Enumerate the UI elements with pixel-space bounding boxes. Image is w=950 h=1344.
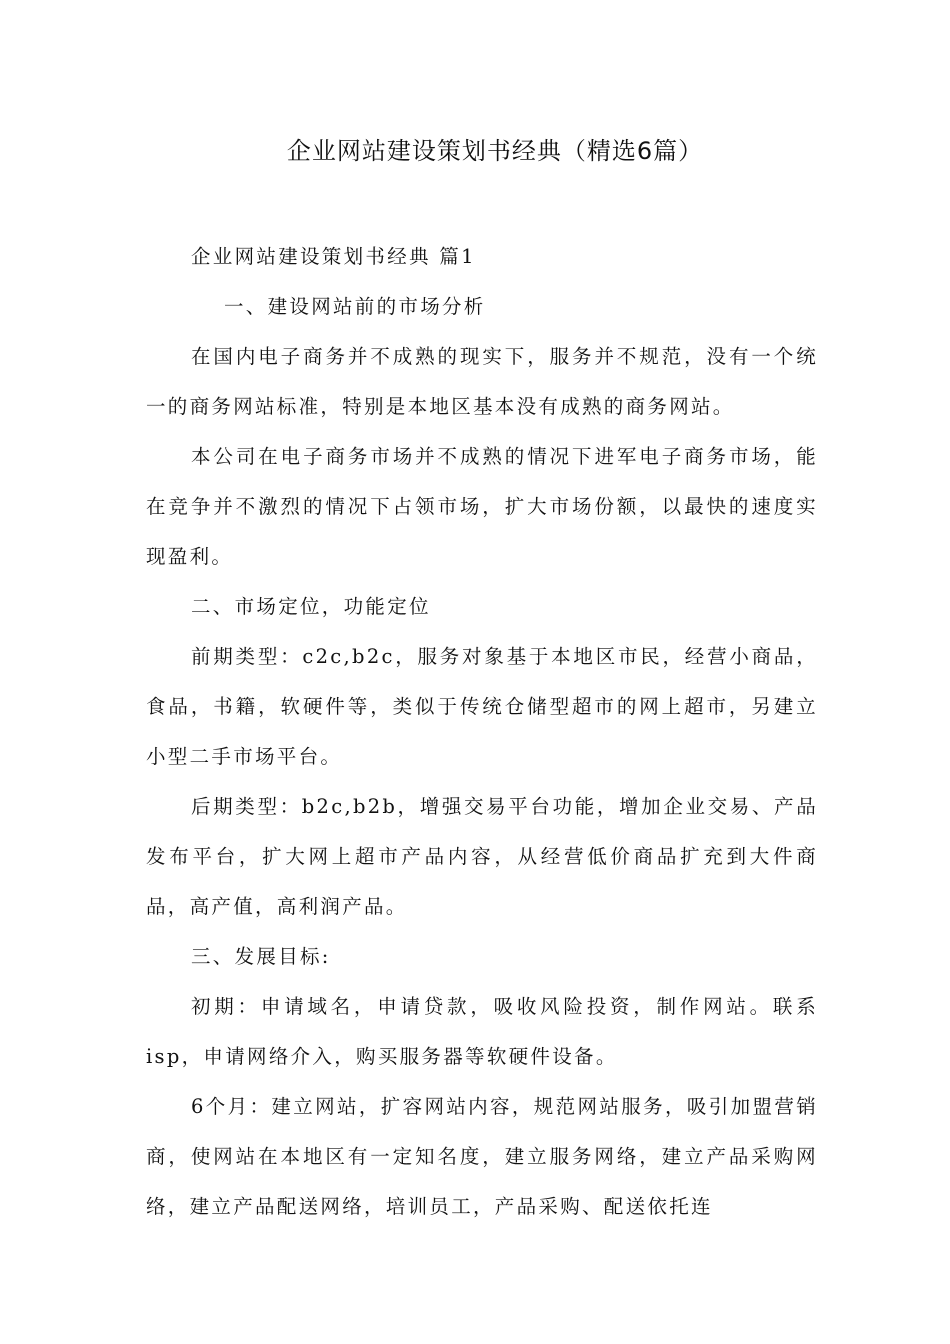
document-title: 企业网站建设策划书经典（精选6篇） [286,137,704,165]
body-paragraph: 6个月：建立网站，扩容网站内容，规范网站服务，吸引加盟营销商，使网站在本地区有一定知名度，建立服务网络，建立产品采购网络，建立产品配送网络，培训员工，产品采购、配送依托连 [146,1095,818,1218]
subsection-heading: 三、发展目标: [191,945,331,968]
body-paragraph: 在国内电子商务并不成熟的现实下，服务并不规范，没有一个统一的商务网站标准，特别是本地区基本没有成熟的商务网站。 [146,345,818,418]
subsection-heading: 二、市场定位，功能定位 [191,595,431,618]
body-paragraph: 前期类型：c2c,b2c，服务对象基于本地区市民，经营小商品，食品，书籍，软硬件等，类似于传统仓储型超市的网上超市，另建立小型二手市场平台。 [146,645,818,768]
section-heading: 企业网站建设策划书经典 篇1 [191,245,476,268]
body-paragraph: 本公司在电子商务市场并不成熟的情况下进军电子商务市场，能在竞争并不激烈的情况下占领市场，扩大市场份额，以最快的速度实现盈利。 [146,445,818,568]
body-paragraph: 后期类型：b2c,b2b，增强交易平台功能，增加企业交易、产品发布平台，扩大网上超市产品内容，从经营低价商品扩充到大件商品，高产值，高利润产品。 [146,795,818,918]
document-body [146,232,818,1232]
body-paragraph: 初期：申请域名，申请贷款，吸收风险投资，制作网站。联系isp，申请网络介入，购买服务器等软硬件设备。 [146,995,818,1068]
subsection-heading: 一、建设网站前的市场分析 [224,295,486,318]
